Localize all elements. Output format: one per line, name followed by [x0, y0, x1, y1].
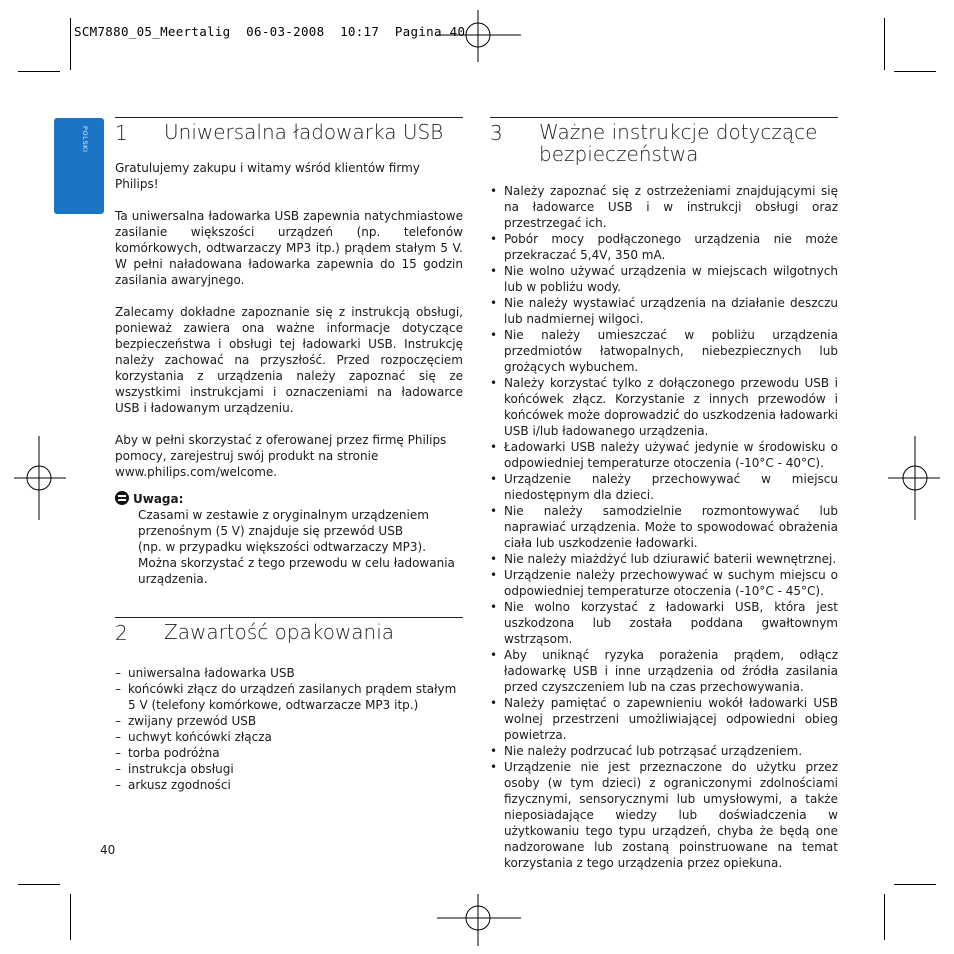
list-item: • Ładowarki USB należy używać jedynie w środowisku o odpowiedniej temperaturze otoczenia (-10°C - 40°C).	[490, 439, 838, 471]
list-item: • Pobór mocy podłączonego urządzenia nie może przekraczać 5,4V, 350 mA.	[490, 231, 838, 263]
list-item: • Urządzenie nie jest przeznaczone do użytku przez osoby (w tym dzieci) z ograniczonymi zdolnościami fizycznymi, sensorycznymi lub umysłowymi, a także nieposiadające wiedzy lub doświadczenia w użytkowaniu tego typu urządzeń, chyba że będą one nadzorowane lub zostaną poinstruowane na temat korzystania z tego urządzenia przez opiekuna.	[490, 759, 838, 871]
list-item: – torba podróżna	[115, 745, 463, 761]
list-item: • Należy pamiętać o zapewnieniu wokół ładowarki USB wolnej przestrzeni umożliwiającej odpowiedni obieg powietrza.	[490, 695, 838, 743]
list-item: • Urządzenie należy przechowywać w suchym miejscu o odpowiedniej temperaturze otoczenia (-10°C - 45°C).	[490, 567, 838, 599]
registration-mark-right	[888, 436, 940, 520]
list-item: • Nie należy podrzucać lub potrząsać urządzeniem.	[490, 743, 838, 759]
list-item: – końcówki złącz do urządzeń zasilanych prądem stałym 5 V (telefony komórkowe, odtwarzacze MP3 itp.)	[115, 681, 463, 713]
note-label: Uwaga:	[133, 492, 184, 506]
list-item: – arkusz zgodności	[115, 777, 463, 793]
safety-instructions-list	[490, 183, 838, 871]
note-line: Czasami w zestawie z oryginalnym urządzeniem	[138, 508, 429, 522]
section-1-number: 1	[115, 121, 128, 145]
registration-mark-bottom	[437, 894, 521, 946]
crop-mark	[894, 71, 936, 72]
list-item: • Nie wolno używać urządzenia w miejscach wilgotnych lub w pobliżu wody.	[490, 263, 838, 295]
section-3-title-line-1: Ważne instrukcje dotyczące	[539, 120, 818, 144]
crop-mark	[884, 894, 885, 940]
note-body	[138, 507, 463, 587]
note-line: urządzenia.	[138, 572, 208, 586]
note-line: Można skorzystać z tego przewodu w celu ładowania	[138, 556, 455, 570]
list-item: – uchwyt końcówki złącza	[115, 729, 463, 745]
list-item: • Należy zapoznać się z ostrzeżeniami znajdującymi się na ładowarce USB i w instrukcji obsługi oraz przestrzegać ich.	[490, 183, 838, 231]
intro-paragraph: Gratulujemy zakupu i witamy wśród klientów firmy Philips!	[115, 161, 420, 191]
list-item: • Nie wolno korzystać z ładowarki USB, która jest uszkodzona lub została poddana gwałtownym wstrząsom.	[490, 599, 838, 647]
list-item: – instrukcja obsługi	[115, 761, 463, 777]
section-2-heading	[115, 617, 463, 643]
left-column	[115, 117, 463, 793]
crop-mark	[884, 18, 885, 70]
note-line: przenośnym (5 V) znajduje się przewód USB	[138, 524, 404, 538]
list-item: – zwijany przewód USB	[115, 713, 463, 729]
section-1-title: Uniwersalna ładowarka USB	[164, 120, 444, 144]
section-1-heading	[115, 117, 463, 143]
list-item: – uniwersalna ładowarka USB	[115, 665, 463, 681]
section-3-heading	[490, 117, 838, 165]
crop-mark	[70, 894, 71, 940]
right-column	[490, 117, 838, 871]
list-item: • Nie należy umieszczać w pobliżu urządzenia przedmiotów łatwopalnych, niebezpiecznych lub grożących wybuchem.	[490, 327, 838, 375]
printer-slug: SCM7880_05_Meertalig 06-03-2008 10:17 Pagina 40	[74, 24, 466, 39]
section-3-number: 3	[490, 121, 503, 145]
list-item: • Aby uniknąć ryzyka porażenia prądem, odłącz ładowarkę USB i inne urządzenia od źródła zasilania przed czyszczeniem lub na czas przechowywania.	[490, 647, 838, 695]
registration-paragraph: Aby w pełni skorzystać z oferowanej przez firmę Philips pomocy, zarejestruj swój produkt na stronie www.philips.com/welcome.	[115, 433, 447, 479]
list-item: • Nie należy samodzielnie rozmontowywać lub naprawiać urządzenia. Może to spowodować obrażenia ciała lub uszkodzenie ładowarki.	[490, 503, 838, 551]
registration-mark-left	[14, 436, 66, 520]
language-tab-label: POLSKI	[81, 126, 89, 153]
list-item: • Nie należy miażdżyć lub dziurawić baterii wewnętrznej.	[490, 551, 838, 567]
list-item: • Nie należy wystawiać urządzenia na działanie deszczu lub nadmiernej wilgoci.	[490, 295, 838, 327]
note-icon	[115, 491, 129, 505]
language-tab	[54, 118, 104, 214]
description-paragraph: Ta uniwersalna ładowarka USB zapewnia natychmiastowe zasilanie większości urządzeń (np. telefonów komórkowych, odtwarzaczy MP3 itp.) prądem stałym 5 V. W pełni naładowana ładowarka zapewnia do 15 godzin zasilania awaryjnego.	[115, 209, 463, 287]
package-contents-list	[115, 665, 463, 793]
note-line: (np. w przypadku większości odtwarzaczy MP3).	[138, 540, 427, 554]
recommendation-paragraph: Zalecamy dokładne zapoznanie się z instrukcją obsługi, ponieważ zawiera ona ważne informacje dotyczące bezpieczeństwa i obsługi tej ładowarki USB. Instrukcję należy zachować na przyszłość. Przed rozpoczęciem korzystania z urządzenia należy zapoznać się ze wszystkimi instrukcjami i oznaczeniami na ładowarce USB i ładowanym urządzeniu.	[115, 305, 463, 415]
section-2-title: Zawartość opakowania	[164, 620, 395, 644]
page-number: 40	[100, 843, 116, 857]
section-2-number: 2	[115, 621, 128, 645]
crop-mark	[894, 884, 936, 885]
crop-mark	[18, 884, 60, 885]
crop-mark	[18, 71, 60, 72]
list-item: • Należy korzystać tylko z dołączonego przewodu USB i końcówek złącz. Korzystanie z innych przewodów i końcówek może doprowadzić do uszkodzenia ładowarki USB i/lub ładowanego urządzenia.	[490, 375, 838, 439]
list-item: • Urządzenie należy przechowywać w miejscu niedostępnym dla dzieci.	[490, 471, 838, 503]
crop-mark	[70, 18, 71, 70]
note-heading	[115, 491, 463, 507]
section-3-title-line-2: bezpieczeństwa	[539, 142, 699, 166]
registration-mark-top	[437, 10, 521, 62]
